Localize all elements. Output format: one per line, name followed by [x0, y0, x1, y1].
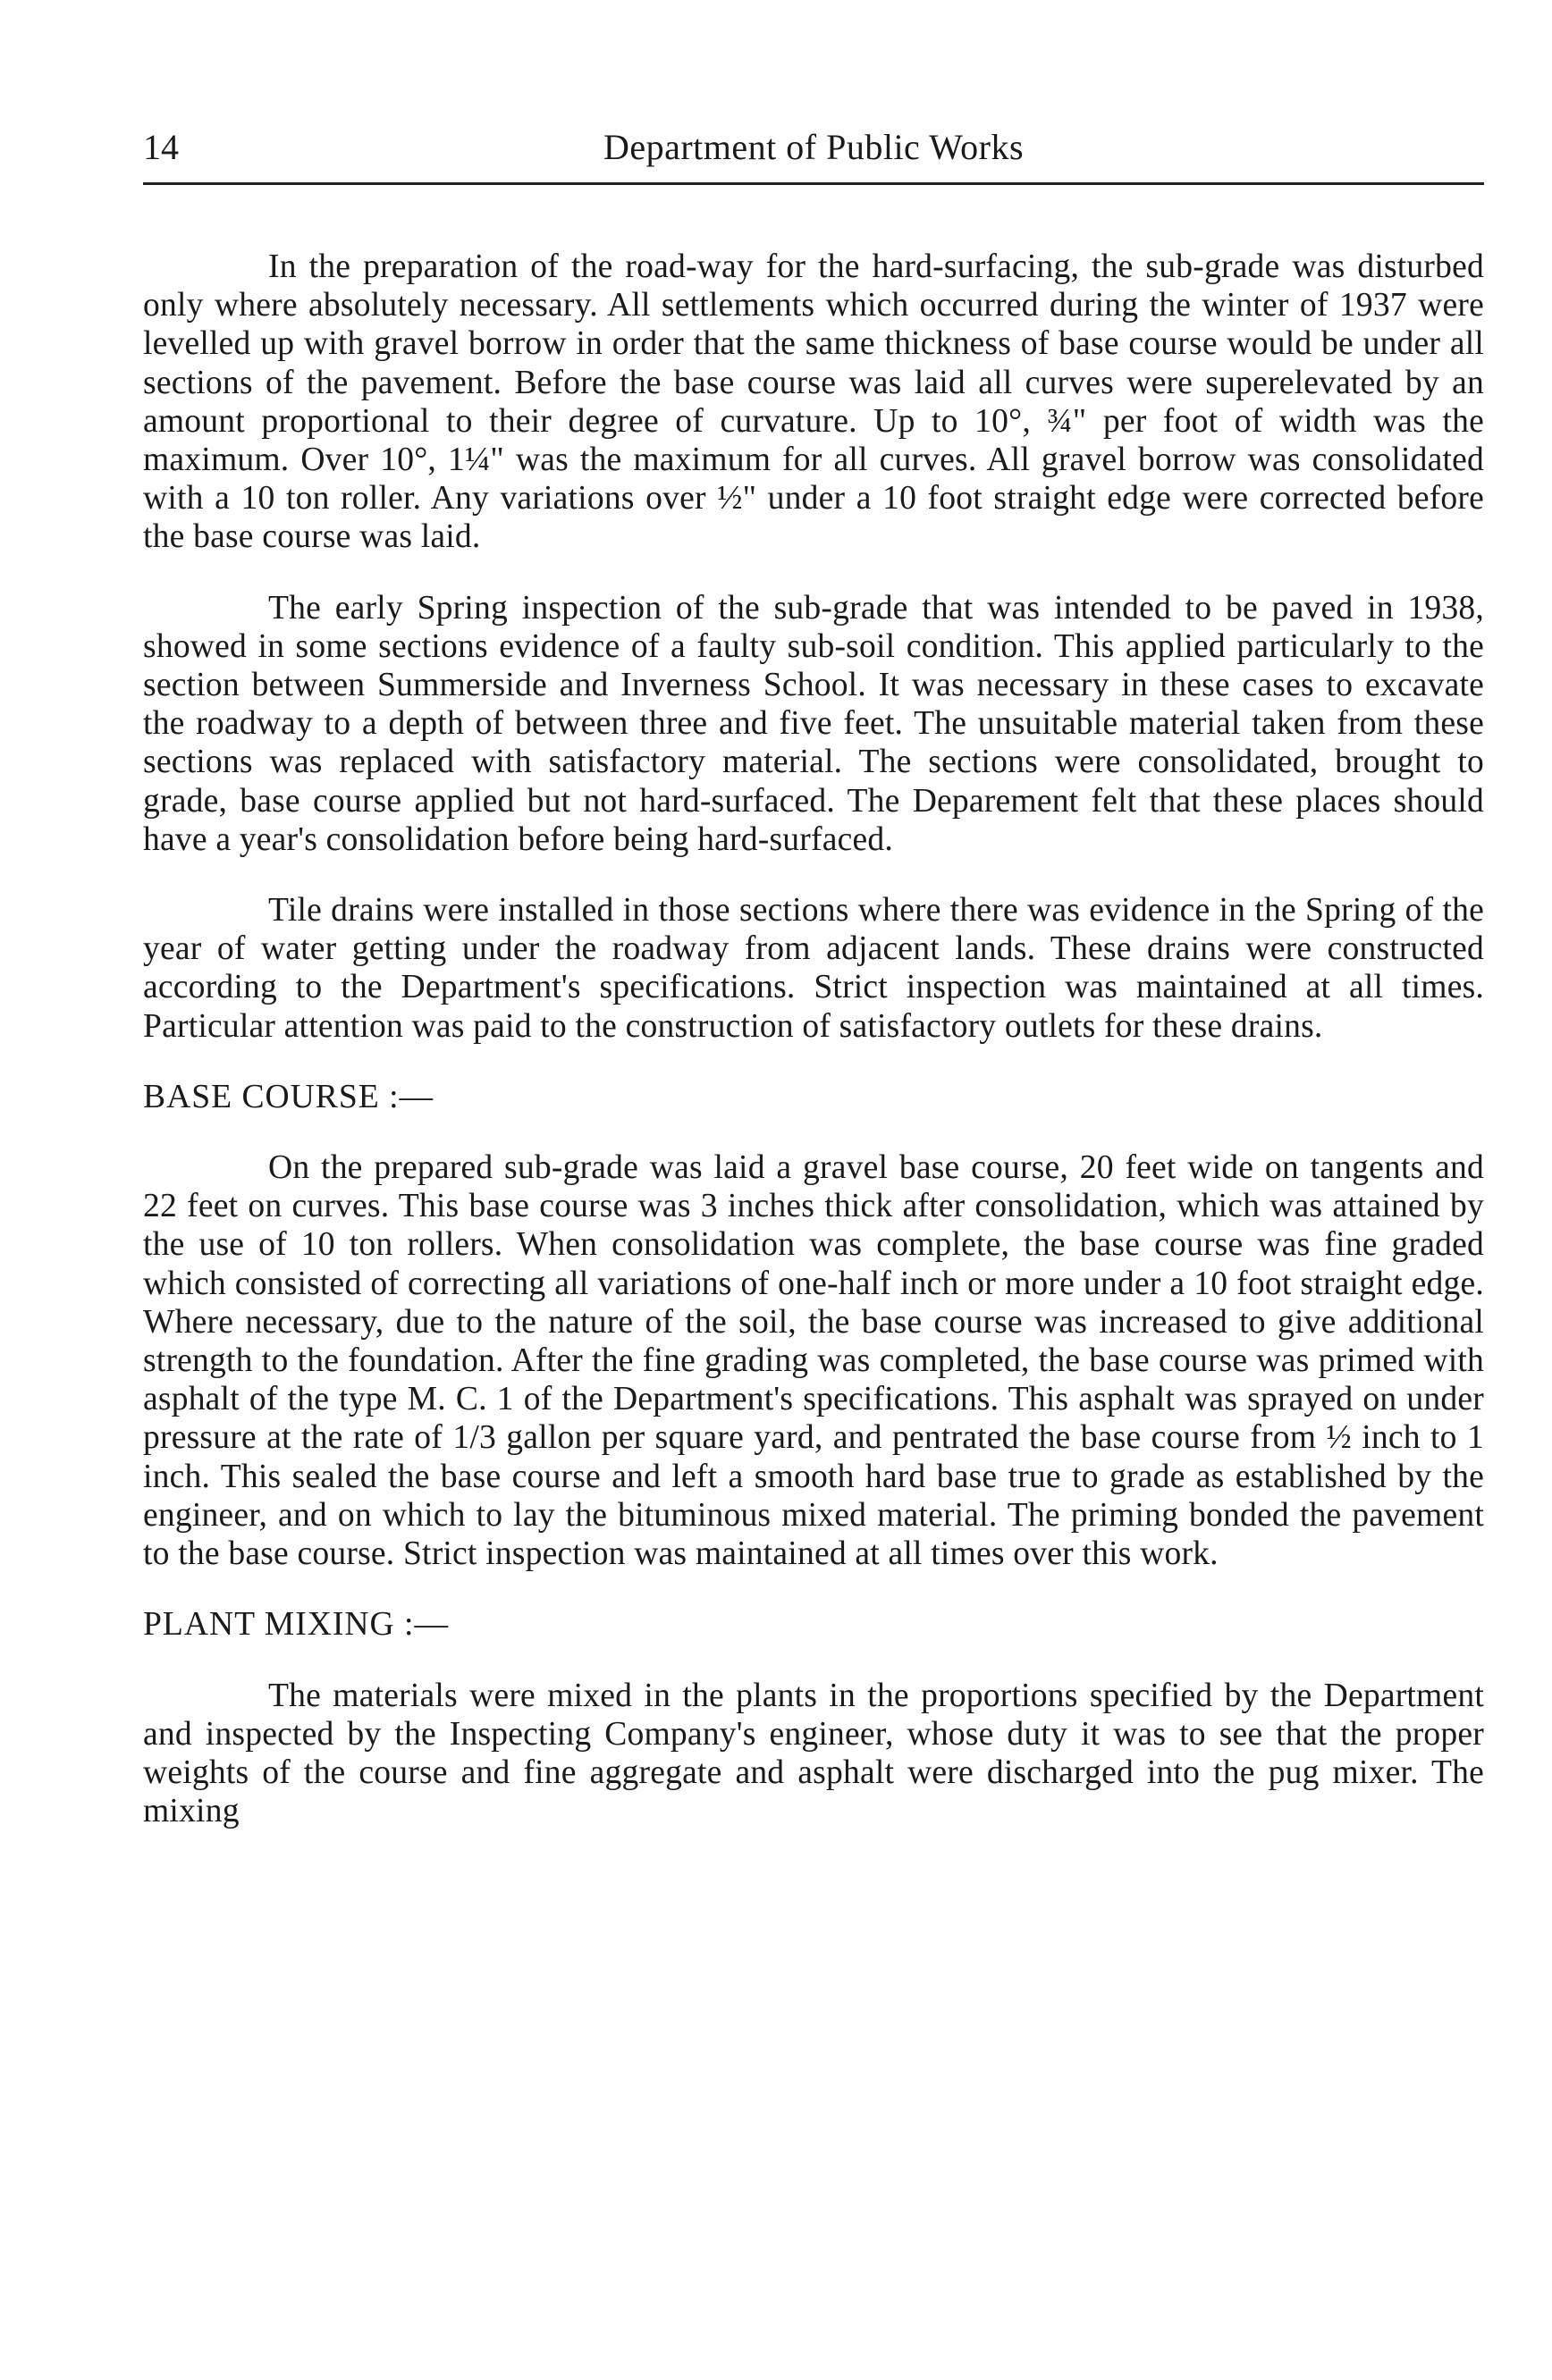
paragraph-base-course: On the prepared sub-grade was laid a gravel base course, 20 feet wide on tangents and 22 feet on curves. This base course was 3 inches thick after consolidation, which was attained by the use of 10 ton rollers. When consolidation was complete, the base course was fine graded which consisted of correcting all variations of one-half inch or more under a 10 foot straight edge. Where necessary, due to the nature of the soil, the base course was increased to give additional strength to the foundation. After the fine grading was completed, the base course was primed with asphalt of the type M. C. 1 of the Department's specifications. This asphalt was sprayed on under pressure at the rate of 1/3 gallon per square yard, and pentrated the base course from ½ inch to 1 inch. This sealed the base course and left a smooth hard base true to grade as established by the engineer, and on which to lay the bituminous mixed material. The priming bonded the pavement to the base course. Strict inspection was maintained at all times over this work. [143, 1149, 1484, 1573]
paragraph-spring-inspection: The early Spring inspection of the sub-grade that was intended to be paved in 1938, showed in some sections evidence of a faulty sub-soil condition. This applied particularly to the section between Summerside and Inverness School. It was necessary in these cases to excavate the roadway to a depth of between three and five feet. The unsuitable material taken from these sections was replaced with satisfactory material. The sections were consolidated, brought to grade, base course applied but not hard-surfaced. The Deparement felt that these places should have a year's consolidation before being hard-surfaced. [143, 589, 1484, 858]
header-title: Department of Public Works [603, 127, 1025, 167]
paragraph-tile-drains: Tile drains were installed in those sections where there was evidence in the Spring of the year of water getting under the roadway from adjacent lands. These drains were constructed according to the Department's specifications. Strict inspection was maintained at all times. Particular attention was paid to the construction of satisfactory outlets for these drains. [143, 892, 1484, 1045]
running-header [143, 125, 1484, 185]
section-heading-plant-mixing: PLANT MIXING :— [143, 1606, 450, 1644]
document-page [143, 125, 1484, 1830]
page-number: 14 [143, 127, 179, 167]
paragraph-plant-mixing: The materials were mixed in the plants in the proportions specified by the Department and inspected by the Inspecting Company's engineer, whose duty it was to see that the proper weights of the course and fine aggregate and asphalt were discharged into the pug mixer. The mixing [143, 1677, 1484, 1830]
body-text [143, 248, 1484, 1830]
paragraph-road-way-preparation: In the preparation of the road-way for the hard-surfacing, the sub-grade was disturbed only where absolutely necessary. All settlements which occurred during the winter of 1937 were levelled up with gravel borrow in order that the same thickness of base course would be under all sections of the pavement. Before the base course was laid all curves were superelevated by an amount proportional to their degree of curvature. Up to 10°, ¾" per foot of width was the maximum. Over 10°, 1¼" was the maximum for all curves. All gravel borrow was consolidated with a 10 ton roller. Any variations over ½" under a 10 foot straight edge were corrected before the base course was laid. [143, 248, 1484, 556]
section-heading-base-course: BASE COURSE :— [143, 1078, 434, 1115]
